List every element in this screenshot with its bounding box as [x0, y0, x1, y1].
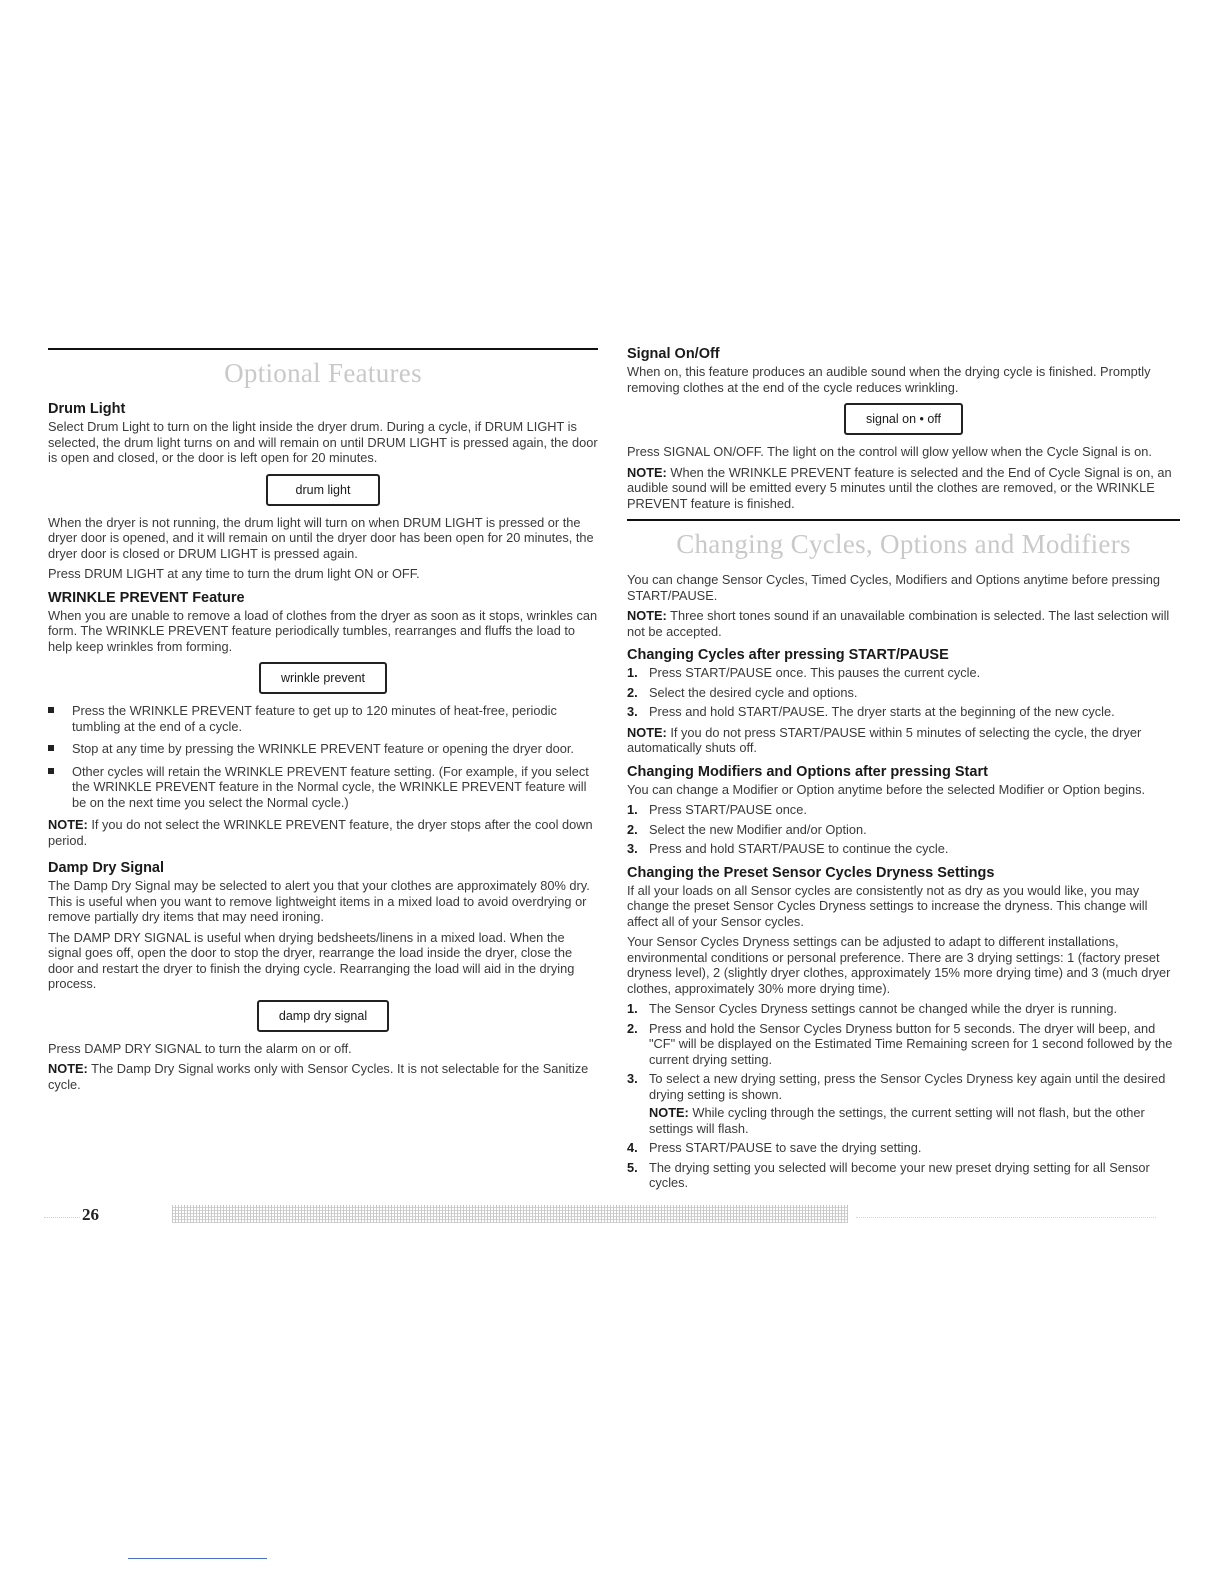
- changing-intro: You can change Sensor Cycles, Timed Cycles, Modifiers and Options anytime before pressing START/PAUSE.: [627, 572, 1161, 603]
- list-item: [627, 1160, 1180, 1191]
- heading-signal-on-off: Signal On/Off: [627, 346, 720, 362]
- step-number: 3.: [627, 1071, 638, 1086]
- note-text: If you do not select the WRINKLE PREVENT feature, the dryer stops after the cool down period.: [48, 817, 593, 848]
- wrinkle-bullet-list: [48, 703, 598, 810]
- step-number: 2.: [627, 821, 638, 837]
- list-item: [627, 685, 1180, 701]
- step-number: 2.: [627, 1020, 638, 1036]
- step-text: Select the desired cycle and options.: [649, 684, 858, 700]
- step-text: Press and hold START/PAUSE to continue the cycle.: [649, 841, 949, 856]
- signal-note: [627, 465, 1180, 512]
- preset-steps: [627, 1001, 1180, 1191]
- changing-intro-note: [627, 608, 1180, 639]
- step-number: 3.: [627, 704, 638, 719]
- drum-light-paragraph-1: Select Drum Light to turn on the light inside the dryer drum. During a cycle, if DRUM LIGHT is selected, the drum light turns on and will remain on until DRUM LIGHT is pressed again, the door is open and closed, or the door is left open for 20 minutes.: [48, 419, 598, 465]
- page-number: 26: [82, 1205, 99, 1224]
- damp-paragraph-1: The Damp Dry Signal may be selected to alert you that your clothes are approximately 80% dry. This is useful when you want to remove lightweight items in a mixed load to avoid overdrying or remove partially dry items that may need ironing.: [48, 878, 590, 924]
- step-text: Press and hold the Sensor Cycles Dryness button for 5 seconds. The dryer will beep, and "CF" will be displayed on the Estimated Time Remaining screen for 1 second followed by the current drying setting.: [649, 1020, 1173, 1067]
- signal-paragraph-2: Press SIGNAL ON/OFF. The light on the control will glow yellow when the Cycle Signal is on.: [627, 444, 1152, 459]
- step-text: Select the new Modifier and/or Option.: [649, 821, 867, 837]
- list-item: Press the WRINKLE PREVENT feature to get up to 120 minutes of heat-free, periodic tumbling at the end of a cycle.: [48, 703, 598, 734]
- list-item: [627, 1071, 1180, 1136]
- section-rule: [627, 519, 1180, 521]
- damp-button-wrap: [48, 1000, 598, 1032]
- step-text: Press START/PAUSE to save the drying setting.: [649, 1140, 922, 1155]
- step-number: 2.: [627, 684, 638, 700]
- note-label: NOTE:: [627, 608, 667, 623]
- signal-on-off-button: signal on • off: [844, 403, 963, 435]
- step-number: 1.: [627, 1001, 638, 1016]
- step-text: The drying setting you selected will become your new preset drying setting for all Sensor cycles.: [649, 1159, 1150, 1190]
- section-rule: [48, 348, 598, 350]
- list-item: [627, 704, 1180, 720]
- footer-divider: [856, 1217, 1156, 1218]
- footer-pattern: [172, 1205, 848, 1223]
- note-label: NOTE:: [627, 724, 667, 740]
- section-title-optional-features: Optional Features: [224, 358, 422, 388]
- list-item: [627, 841, 1180, 857]
- step-number: 4.: [627, 1140, 638, 1155]
- damp-paragraph-3: Press DAMP DRY SIGNAL to turn the alarm on or off.: [48, 1040, 352, 1056]
- drum-light-button: drum light: [266, 474, 380, 506]
- heading-damp-dry-signal: Damp Dry Signal: [48, 860, 165, 876]
- heading-modifiers-after-start: Changing Modifiers and Options after pressing Start: [627, 763, 988, 780]
- modifiers-intro: You can change a Modifier or Option anytime before the selected Modifier or Option begins.: [627, 781, 1146, 797]
- preset-paragraph-2: Your Sensor Cycles Dryness settings can be adjusted to adapt to different installations, environmental conditions or personal preference. There are 3 drying settings: 1 (factory preset dryness level), 2 (slightly dryer clothes, approximately 15% more drying time) and 3 (much dryer clothes, approximately 30% more drying time).: [627, 934, 1171, 996]
- cycles-after-note: [627, 725, 1180, 756]
- bottom-rule: [128, 1558, 267, 1559]
- modifiers-after-steps: [627, 802, 1180, 857]
- left-column: [48, 348, 598, 1097]
- list-item: [627, 822, 1180, 838]
- note-text: If you do not press START/PAUSE within 5 minutes of selecting the cycle, the dryer automatically shuts off.: [627, 724, 1142, 755]
- list-item: Stop at any time by pressing the WRINKLE PREVENT feature or opening the dryer door.: [48, 741, 598, 757]
- list-item: [627, 1021, 1180, 1068]
- step-text: Press START/PAUSE once.: [649, 802, 807, 817]
- list-item: [627, 665, 1180, 681]
- step-text: Press START/PAUSE once. This pauses the current cycle.: [649, 665, 981, 680]
- note-text: Three short tones sound if an unavailable combination is selected. The last selection will not be accepted.: [627, 608, 1170, 639]
- signal-button-wrap: [627, 403, 1180, 435]
- footer-divider: [44, 1217, 80, 1218]
- list-item: Other cycles will retain the WRINKLE PREVENT feature setting. (For example, if you select the WRINKLE PREVENT feature in the Normal cycle, the WRINKLE PREVENT feature will be on the next time you select the Normal cycle.): [48, 764, 598, 811]
- note-label: NOTE:: [48, 817, 88, 832]
- step-text: To select a new drying setting, press the Sensor Cycles Dryness key again until the desired drying setting is shown.: [649, 1071, 1166, 1102]
- step-number: 3.: [627, 841, 638, 856]
- drum-light-paragraph-3: Press DRUM LIGHT at any time to turn the drum light ON or OFF.: [48, 566, 420, 581]
- list-item: [627, 1001, 1180, 1017]
- note-label: NOTE:: [48, 1061, 88, 1076]
- section-title-changing-cycles: Changing Cycles, Options and Modifiers: [676, 529, 1131, 559]
- drum-light-button-wrap: [48, 474, 598, 506]
- signal-paragraph-1: When on, this feature produces an audible sound when the drying cycle is finished. Promptly removing clothes at the end of the cycle reduces wrinkling.: [627, 364, 1151, 395]
- heading-wrinkle-prevent: WRINKLE PREVENT Feature: [48, 589, 245, 606]
- damp-note: [48, 1061, 598, 1092]
- list-item: [627, 802, 1180, 818]
- damp-paragraph-2: The DAMP DRY SIGNAL is useful when drying bedsheets/linens in a mixed load. When the signal goes off, open the door to stop the dryer, rearrange the load inside the dryer, close the door and restart the dryer to finish the drying cycle. Rearranging the load will aid in the drying process.: [48, 929, 575, 991]
- note-text: While cycling through the settings, the current setting will not flash, but the other settings will flash.: [649, 1105, 1145, 1136]
- step-number: 5.: [627, 1159, 638, 1175]
- step-number: 1.: [627, 665, 638, 680]
- wrinkle-note: [48, 817, 598, 848]
- wrinkle-paragraph-1: When you are unable to remove a load of clothes from the dryer as soon as it stops, wrinkles can form. The WRINKLE PREVENT feature periodically tumbles, rearranges and fluffs the load to help keep wrinkles from forming.: [48, 607, 598, 654]
- step-text: Press and hold START/PAUSE. The dryer starts at the beginning of the new cycle.: [649, 704, 1115, 719]
- wrinkle-button-wrap: [48, 662, 598, 694]
- note-label: NOTE:: [627, 464, 667, 480]
- damp-dry-signal-button: damp dry signal: [257, 1000, 389, 1032]
- step-note: [649, 1105, 1180, 1136]
- list-item: [627, 1140, 1180, 1156]
- drum-light-paragraph-2: When the dryer is not running, the drum light will turn on when DRUM LIGHT is pressed or the dryer door is opened, and it will remain on until the dryer door has been open for 20 minutes, the dryer door is closed or DRUM LIGHT is pressed again.: [48, 514, 594, 561]
- note-label: NOTE:: [649, 1105, 689, 1120]
- note-text: When the WRINKLE PREVENT feature is selected and the End of Cycle Signal is on, an audible sound will be emitted every 5 minutes until the clothes are removed, or the WRINKLE PREVENT feature is finished.: [627, 464, 1172, 511]
- page-footer: [44, 1203, 1156, 1227]
- note-text: The Damp Dry Signal works only with Sensor Cycles. It is not selectable for the Sanitize cycle.: [48, 1061, 589, 1092]
- heading-preset-dryness: Changing the Preset Sensor Cycles Dryness Settings: [627, 864, 995, 881]
- wrinkle-prevent-button: wrinkle prevent: [259, 662, 387, 694]
- step-text: The Sensor Cycles Dryness settings cannot be changed while the dryer is running.: [649, 1001, 1118, 1016]
- heading-drum-light: Drum Light: [48, 401, 126, 417]
- step-number: 1.: [627, 802, 638, 817]
- heading-cycles-after-start: Changing Cycles after pressing START/PAUSE: [627, 647, 949, 663]
- right-column: [627, 346, 1180, 1196]
- preset-paragraph-1: If all your loads on all Sensor cycles are consistently not as dry as you would like, you may change the preset Sensor Cycles Dryness settings to increase the dryness. This change will affect all of your Sensor cycles.: [627, 882, 1148, 929]
- cycles-after-steps: [627, 665, 1180, 720]
